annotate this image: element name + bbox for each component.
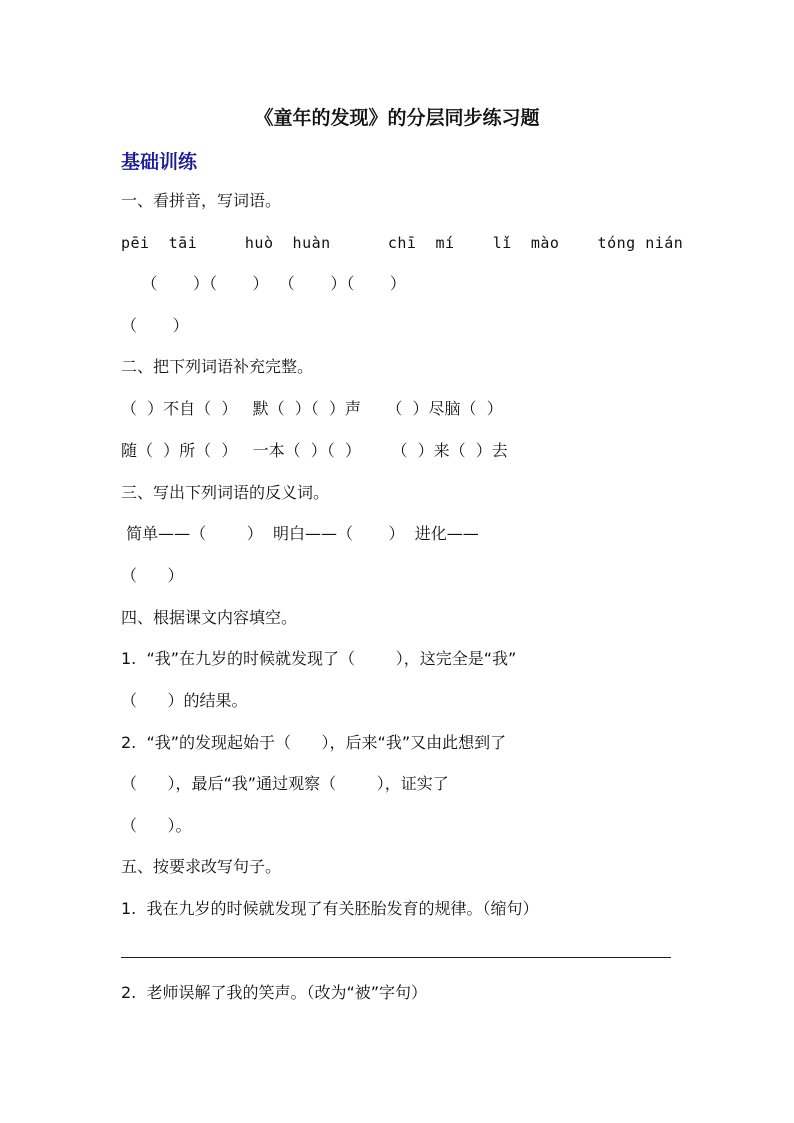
q1-answer-blanks-row1[interactable]: （ ）（ ） （ ）（ ） (121, 274, 406, 293)
q4-item2-line2[interactable]: （ ），最后“我”通过观察（ ），证实了 (121, 774, 449, 793)
q2-heading: 二、把下列词语补充完整。 (121, 357, 314, 376)
q2-idioms-row1[interactable]: （ ）不自（ ） 默（ ）（ ）声 （ ）尽脑（ ） (121, 399, 503, 418)
q4-item2-line1[interactable]: 2. “我”的发现起始于（ ），后来“我”又由此想到了 (121, 733, 507, 752)
q5-item2: 2. 老师误解了我的笑声。（改为“被”字句） (121, 983, 428, 1002)
q5-heading: 五、按要求改写句子。 (121, 857, 282, 876)
q4-heading: 四、根据课文内容填空。 (121, 608, 298, 627)
q1-heading: 一、看拼音，写词语。 (121, 191, 282, 210)
q5-item1: 1. 我在九岁的时候就发现了有关胚胎发育的规律。（缩句） (121, 899, 539, 918)
section-heading-basic: 基础训练 (121, 151, 198, 173)
q3-antonyms-row1[interactable]: 简单——（ ） 明白——（ ） 进化—— (121, 524, 479, 543)
q2-idioms-row2[interactable]: 随（ ）所（ ） 一本（ ）（ ） （ ）来（ ）去 (121, 441, 508, 460)
q4-item2-line3[interactable]: （ ）。 (121, 816, 192, 835)
page-title: 《童年的发现》的分层同步练习题 (254, 107, 540, 129)
q4-item1-line1[interactable]: 1. “我”在九岁的时候就发现了（ ），这完全是“我” (121, 649, 517, 668)
q1-pinyin: pēi tāi huò huàn chī mí lǐ mào tóng nián (121, 234, 684, 252)
q1-answer-blanks-row2[interactable]: （ ） (121, 316, 189, 335)
q3-antonyms-row2[interactable]: （ ） (121, 566, 184, 585)
q3-heading: 三、写出下列词语的反义词。 (121, 483, 330, 502)
q4-item1-line2[interactable]: （ ）的结果。 (121, 691, 248, 710)
q5-item1-answer-line[interactable] (121, 957, 671, 958)
